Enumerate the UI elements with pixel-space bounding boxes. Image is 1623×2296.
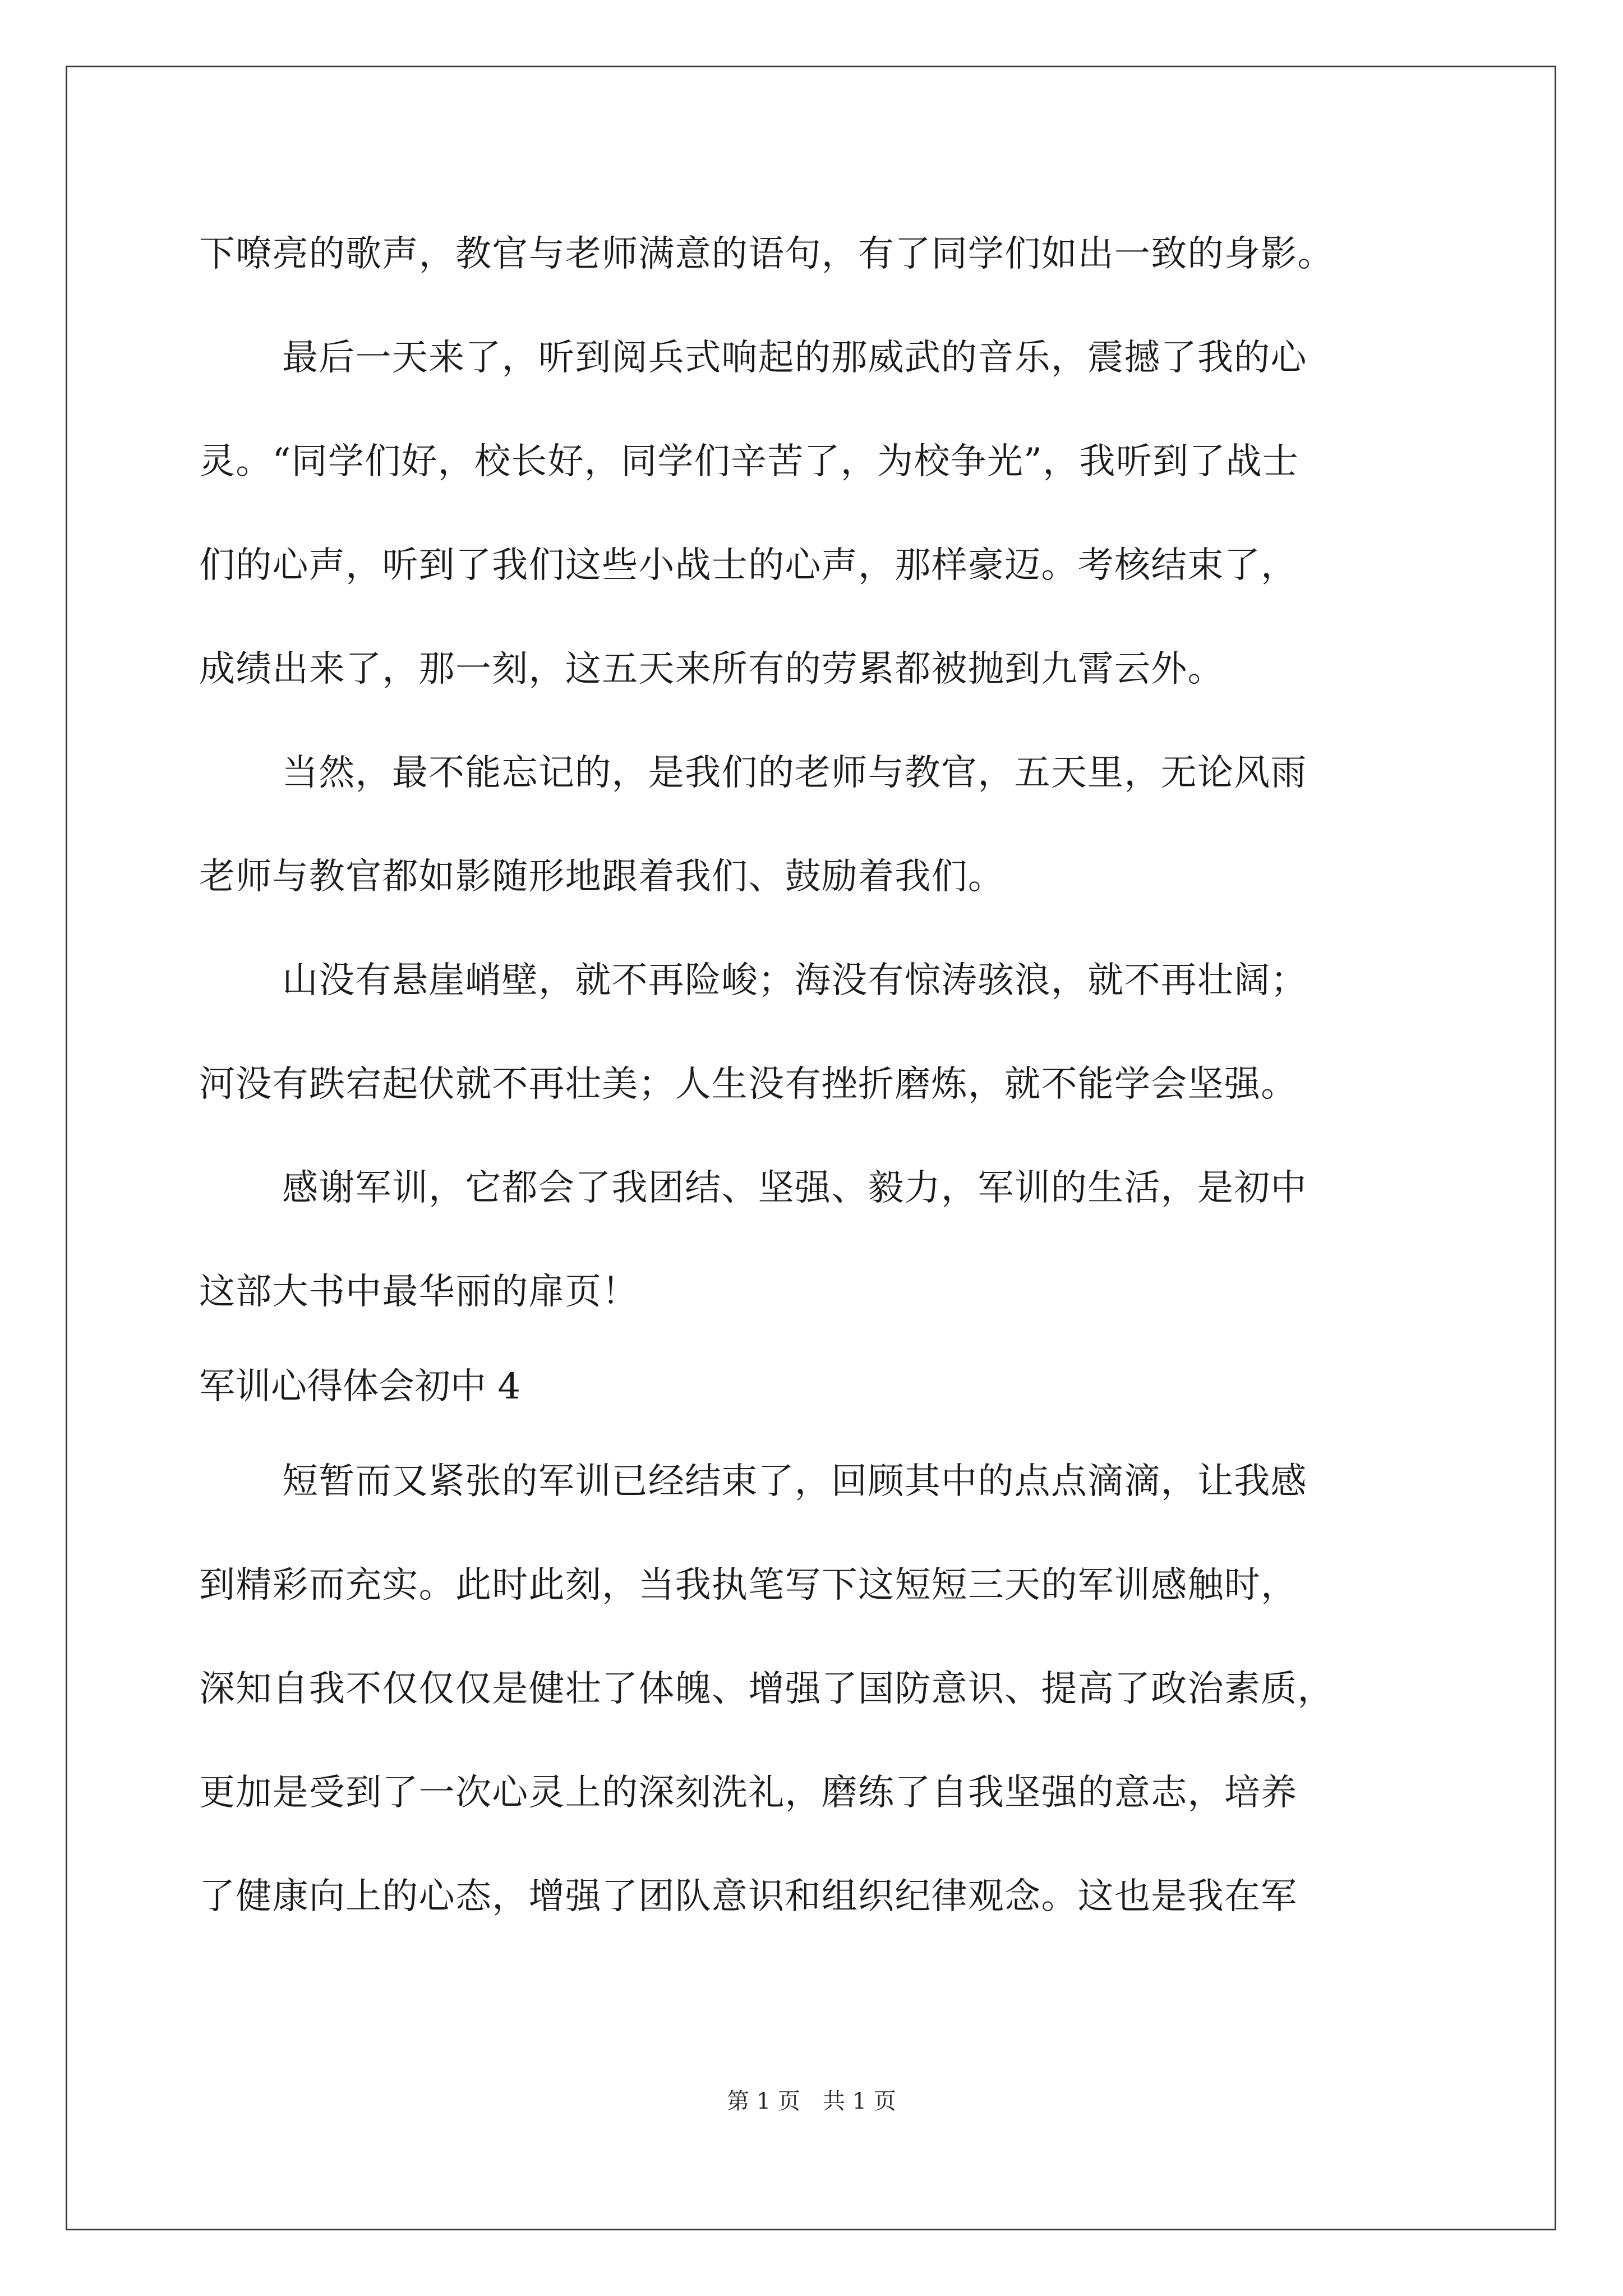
text-line: 短暂而又紧张的军训已经结束了，回顾其中的点点滴滴，让我感 xyxy=(282,1461,1307,1502)
text-line: 老师与教官都如影随形地跟着我们、鼓励着我们。 xyxy=(199,856,1005,898)
text-line: 了健康向上的心态，增强了团队意识和组织纪律观念。这也是我在军 xyxy=(199,1876,1298,1917)
text-line: 最后一天来了，听到阅兵式响起的那威武的音乐，震撼了我的心 xyxy=(282,337,1307,379)
text-line: 感谢军训，它都会了我团结、坚强、毅力，军训的生活，是初中 xyxy=(282,1167,1307,1209)
text-line: 山没有悬崖峭壁，就不再险峻；海没有惊涛骇浪，就不再壮阔； xyxy=(282,960,1307,1001)
text-line: 灵。“同学们好，校长好，同学们辛苦了，为校争光”，我听到了战士 xyxy=(199,441,1299,482)
text-line: 深知自我不仅仅仅是健壮了体魄、增强了国防意识、提高了政治素质， xyxy=(199,1668,1334,1710)
text-line: 这部大书中最华丽的扉页！ xyxy=(199,1271,639,1313)
text-line: 下嘹亮的歌声，教官与老师满意的语句，有了同学们如出一致的身影。 xyxy=(199,233,1334,275)
page-number: 第 1 页 共 1 页 xyxy=(727,2088,896,2114)
section-heading: 军训心得体会初中 4 xyxy=(199,1366,521,1407)
text-line: 当然，最不能忘记的，是我们的老师与教官，五天里，无论风雨 xyxy=(282,752,1307,794)
text-line: 河没有跌宕起伏就不再壮美；人生没有挫折磨炼，就不能学会坚强。 xyxy=(199,1064,1298,1105)
text-line: 成绩出来了，那一刻，这五天来所有的劳累都被抛到九霄云外。 xyxy=(199,648,1224,690)
text-line: 到精彩而充实。此时此刻，当我执笔写下这短短三天的军训感触时， xyxy=(199,1565,1298,1606)
text-line: 们的心声，听到了我们这些小战士的心声，那样豪迈。考核结束了， xyxy=(199,545,1298,586)
text-line: 更加是受到了一次心灵上的深刻洗礼，磨练了自我坚强的意志，培养 xyxy=(199,1772,1298,1814)
